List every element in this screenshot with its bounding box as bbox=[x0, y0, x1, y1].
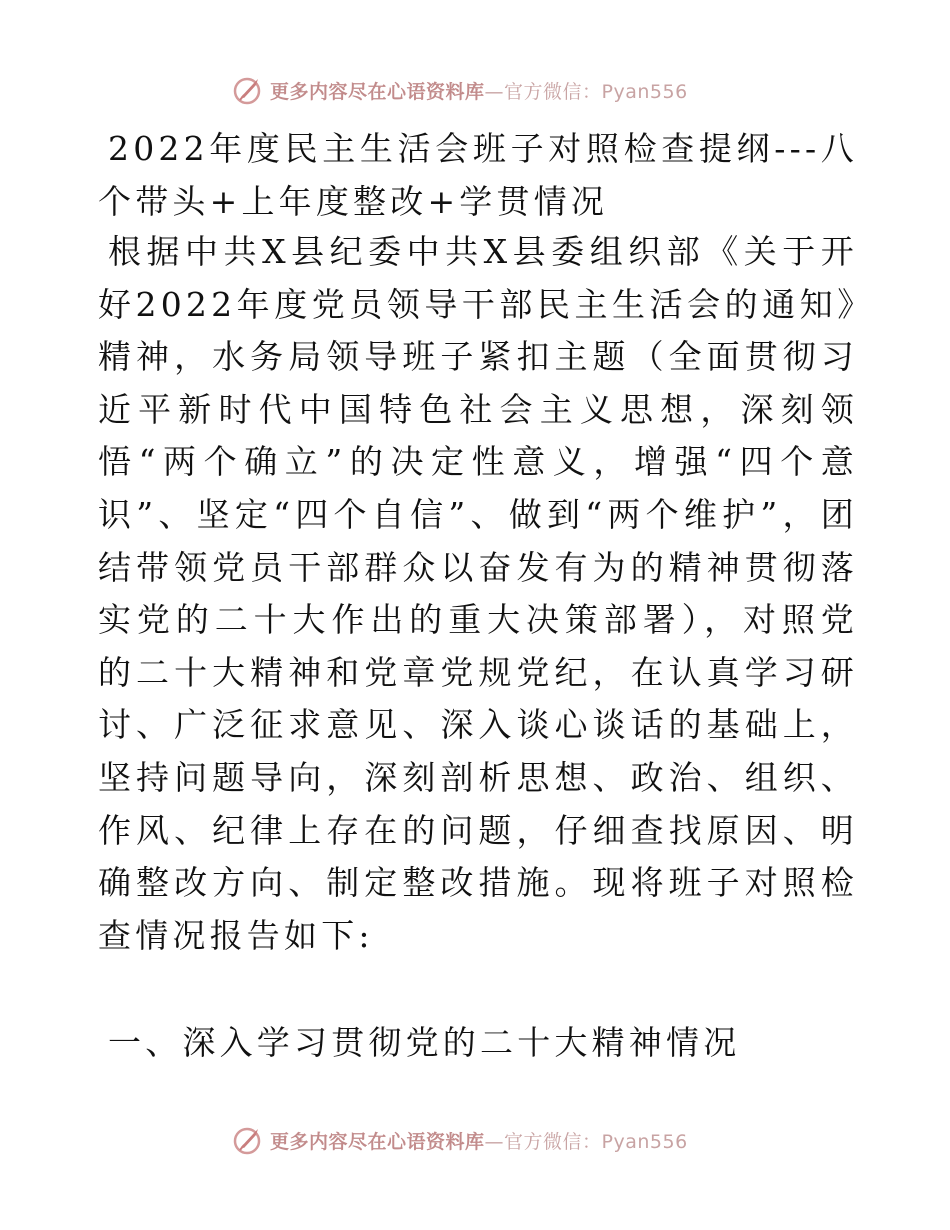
watermark-footer bbox=[232, 1122, 688, 1158]
quill-logo-icon bbox=[232, 1123, 266, 1157]
watermark-wechat: —官方微信：Pyan556 bbox=[484, 80, 688, 103]
watermark-text bbox=[270, 77, 688, 104]
watermark-brand: 更多内容尽在心语资料库 bbox=[270, 1130, 485, 1153]
watermark-text bbox=[270, 1127, 688, 1154]
document-title: 2022年度民主生活会班子对照检查提纲---八个带头+上年度整改+学贯情况 bbox=[98, 129, 858, 221]
intro-paragraph: 根据中共X县纪委中共X县委组织部《关于开好2022年度党员领导干部民主生活会的通知》精神，水务局领导班子紧扣主题（全面贯彻习近平新时代中国特色社会主义思想，深刻领悟“两个确立”的决定性意义，增强“四个意识”、坚定“四个自信”、做到“两个维护”，团结带领党员干部群众以奋发有为的精神贯彻落实党的二十大作出的重大决策部署），对照党的二十大精神和党章党规党纪，在认真学习研讨、广泛征求意见、深入谈心谈话的基础上，坚持问题导向，深刻剖析思想、政治、组织、作风、纪律上存在的问题，仔细查找原因、明确整改方向、制定整改措施。现将班子对照检查情况报告如下: bbox=[98, 232, 858, 955]
quill-logo-icon bbox=[232, 73, 266, 107]
watermark-wechat: —官方微信：Pyan556 bbox=[484, 1130, 688, 1153]
watermark-brand: 更多内容尽在心语资料库 bbox=[270, 80, 485, 103]
watermark-header bbox=[232, 72, 688, 108]
section-heading: 一、深入学习贯彻党的二十大精神情况 bbox=[108, 1023, 741, 1062]
